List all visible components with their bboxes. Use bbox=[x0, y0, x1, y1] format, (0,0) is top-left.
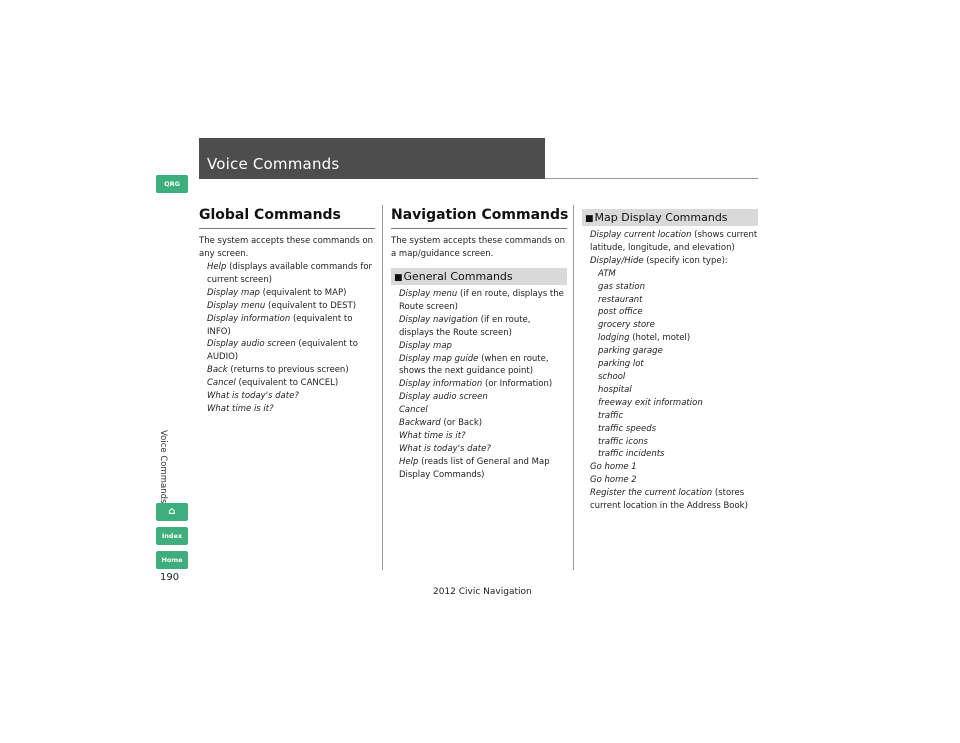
column-divider-2 bbox=[573, 205, 574, 570]
command-phrase: Display map bbox=[207, 287, 260, 298]
command-phrase: What time is it? bbox=[207, 403, 274, 414]
command-phrase: traffic bbox=[598, 410, 624, 421]
home-button[interactable]: Home bbox=[156, 551, 188, 569]
command-item bbox=[199, 338, 375, 364]
qrg-button[interactable]: QRG bbox=[156, 175, 188, 193]
subheading-label: General Commands bbox=[403, 270, 513, 283]
command-item bbox=[582, 448, 758, 461]
global-intro: The system accepts these commands on any screen. bbox=[199, 236, 374, 259]
global-commands-heading: Global Commands bbox=[199, 207, 341, 223]
command-phrase: restaurant bbox=[598, 294, 643, 305]
page-title: Voice Commands bbox=[207, 155, 340, 173]
command-item bbox=[391, 443, 567, 456]
command-phrase: Display audio screen bbox=[399, 392, 488, 403]
command-item bbox=[582, 423, 758, 436]
command-phrase: traffic incidents bbox=[598, 449, 665, 460]
command-phrase: freeway exit information bbox=[598, 397, 703, 408]
square-bullet-icon: ■ bbox=[394, 273, 403, 283]
page-number: 190 bbox=[160, 572, 180, 583]
command-item bbox=[199, 377, 375, 390]
command-item bbox=[199, 390, 375, 403]
command-phrase: What is today's date? bbox=[207, 391, 299, 402]
command-phrase: Register the current location bbox=[590, 488, 713, 499]
command-phrase: traffic speeds bbox=[598, 423, 657, 434]
command-phrase: Display current location bbox=[590, 230, 692, 240]
command-phrase: Display navigation bbox=[399, 314, 478, 325]
command-phrase: gas station bbox=[598, 281, 645, 292]
command-item bbox=[582, 487, 758, 513]
command-item bbox=[582, 319, 758, 332]
command-phrase: ATM bbox=[598, 268, 616, 279]
command-item bbox=[199, 287, 375, 300]
command-item bbox=[391, 456, 567, 482]
command-phrase: Display menu bbox=[399, 289, 458, 299]
global-heading-rule bbox=[199, 228, 375, 229]
command-phrase: post office bbox=[598, 307, 643, 318]
command-description: (returns to previous screen) bbox=[227, 365, 349, 376]
command-phrase: Help bbox=[399, 456, 419, 467]
command-phrase: school bbox=[598, 371, 626, 382]
square-bullet-icon: ■ bbox=[585, 214, 594, 224]
command-description: (reads list of General and Map Display Commands) bbox=[399, 456, 550, 480]
command-item bbox=[199, 364, 375, 377]
command-phrase: Display information bbox=[207, 313, 291, 324]
command-description: (stores current location in the Address Book) bbox=[590, 488, 748, 512]
command-description: (equivalent to INFO) bbox=[207, 313, 353, 337]
command-phrase: Display/Hide bbox=[590, 255, 644, 266]
command-phrase: Display map bbox=[399, 340, 452, 351]
command-item bbox=[391, 417, 567, 430]
command-item bbox=[582, 281, 758, 294]
home-tree-icon: ⌂ bbox=[168, 506, 176, 517]
command-item bbox=[582, 268, 758, 281]
command-item bbox=[582, 461, 758, 474]
command-phrase: Cancel bbox=[207, 378, 236, 389]
general-commands-subheading bbox=[391, 268, 567, 285]
command-phrase: parking garage bbox=[598, 346, 663, 357]
command-phrase: grocery store bbox=[598, 320, 655, 331]
index-button[interactable]: Index bbox=[156, 527, 188, 545]
command-phrase: Help bbox=[207, 262, 227, 272]
command-phrase: Go home 1 bbox=[590, 462, 637, 473]
command-phrase: Display menu bbox=[207, 300, 266, 311]
command-item bbox=[391, 288, 567, 314]
command-item bbox=[582, 410, 758, 423]
chapter-header bbox=[199, 138, 545, 179]
command-phrase: lodging bbox=[598, 333, 630, 344]
command-phrase: Backward bbox=[399, 418, 441, 429]
command-phrase: What time is it? bbox=[399, 430, 466, 441]
command-description: (equivalent to MAP) bbox=[259, 287, 347, 298]
command-description: (shows current latitude, longitude, and elevation) bbox=[590, 230, 758, 253]
command-description: (or Information) bbox=[482, 379, 553, 390]
command-item bbox=[582, 306, 758, 319]
header-rule bbox=[545, 178, 758, 179]
command-phrase: hospital bbox=[598, 384, 632, 395]
global-command-list bbox=[199, 261, 375, 416]
command-item bbox=[391, 314, 567, 340]
command-item bbox=[582, 358, 758, 371]
command-phrase: Display audio screen bbox=[207, 339, 296, 350]
command-description: (equivalent to CANCEL) bbox=[235, 378, 339, 389]
command-phrase: parking lot bbox=[598, 359, 644, 370]
command-item bbox=[391, 391, 567, 404]
column-divider-1 bbox=[382, 205, 383, 570]
command-item bbox=[199, 403, 375, 416]
command-item bbox=[582, 255, 758, 268]
command-item bbox=[582, 294, 758, 307]
command-description: (if en route, displays the Route screen) bbox=[399, 289, 564, 312]
command-item bbox=[582, 474, 758, 487]
command-item bbox=[199, 261, 375, 287]
command-description: (displays available commands for current screen) bbox=[207, 262, 373, 285]
command-description: (or Back) bbox=[440, 418, 483, 429]
command-item bbox=[199, 313, 375, 339]
command-item bbox=[391, 430, 567, 443]
command-item bbox=[582, 397, 758, 410]
command-description: (hotel, motel) bbox=[629, 333, 691, 344]
command-item bbox=[582, 332, 758, 345]
command-item bbox=[391, 340, 567, 353]
command-phrase: Cancel bbox=[399, 405, 428, 416]
command-phrase: Display information bbox=[399, 379, 483, 390]
footer-title: 2012 Civic Navigation bbox=[433, 587, 532, 597]
command-item bbox=[582, 384, 758, 397]
navigation-intro: The system accepts these commands on a map/guidance screen. bbox=[391, 236, 566, 259]
command-item bbox=[391, 353, 567, 379]
map-display-commands-subheading bbox=[582, 209, 758, 226]
section-side-label: Voice Commands bbox=[158, 430, 168, 504]
map-display-command-list bbox=[582, 229, 758, 513]
command-phrase: Back bbox=[207, 365, 228, 376]
command-description: (when en route, shows the next guidance point) bbox=[399, 353, 549, 377]
command-description: (specify icon type): bbox=[643, 255, 728, 266]
command-item bbox=[582, 436, 758, 449]
navigation-commands-heading: Navigation Commands bbox=[391, 207, 569, 223]
command-item bbox=[391, 378, 567, 391]
command-phrase: traffic icons bbox=[598, 436, 648, 447]
command-item bbox=[199, 300, 375, 313]
command-item bbox=[582, 371, 758, 384]
command-description: (equivalent to DEST) bbox=[265, 300, 357, 311]
navigation-heading-rule bbox=[391, 228, 567, 229]
command-phrase: What is today's date? bbox=[399, 443, 491, 454]
command-item bbox=[582, 345, 758, 358]
command-phrase: Go home 2 bbox=[590, 475, 637, 486]
command-description: (equivalent to AUDIO) bbox=[207, 339, 358, 363]
command-item bbox=[391, 404, 567, 417]
command-item bbox=[582, 229, 758, 255]
subheading-label: Map Display Commands bbox=[594, 211, 728, 224]
contents-button[interactable] bbox=[156, 503, 188, 521]
command-phrase: Display map guide bbox=[399, 353, 479, 364]
navigation-command-list bbox=[391, 288, 567, 482]
command-description: (if en route, displays the Route screen) bbox=[399, 314, 531, 338]
